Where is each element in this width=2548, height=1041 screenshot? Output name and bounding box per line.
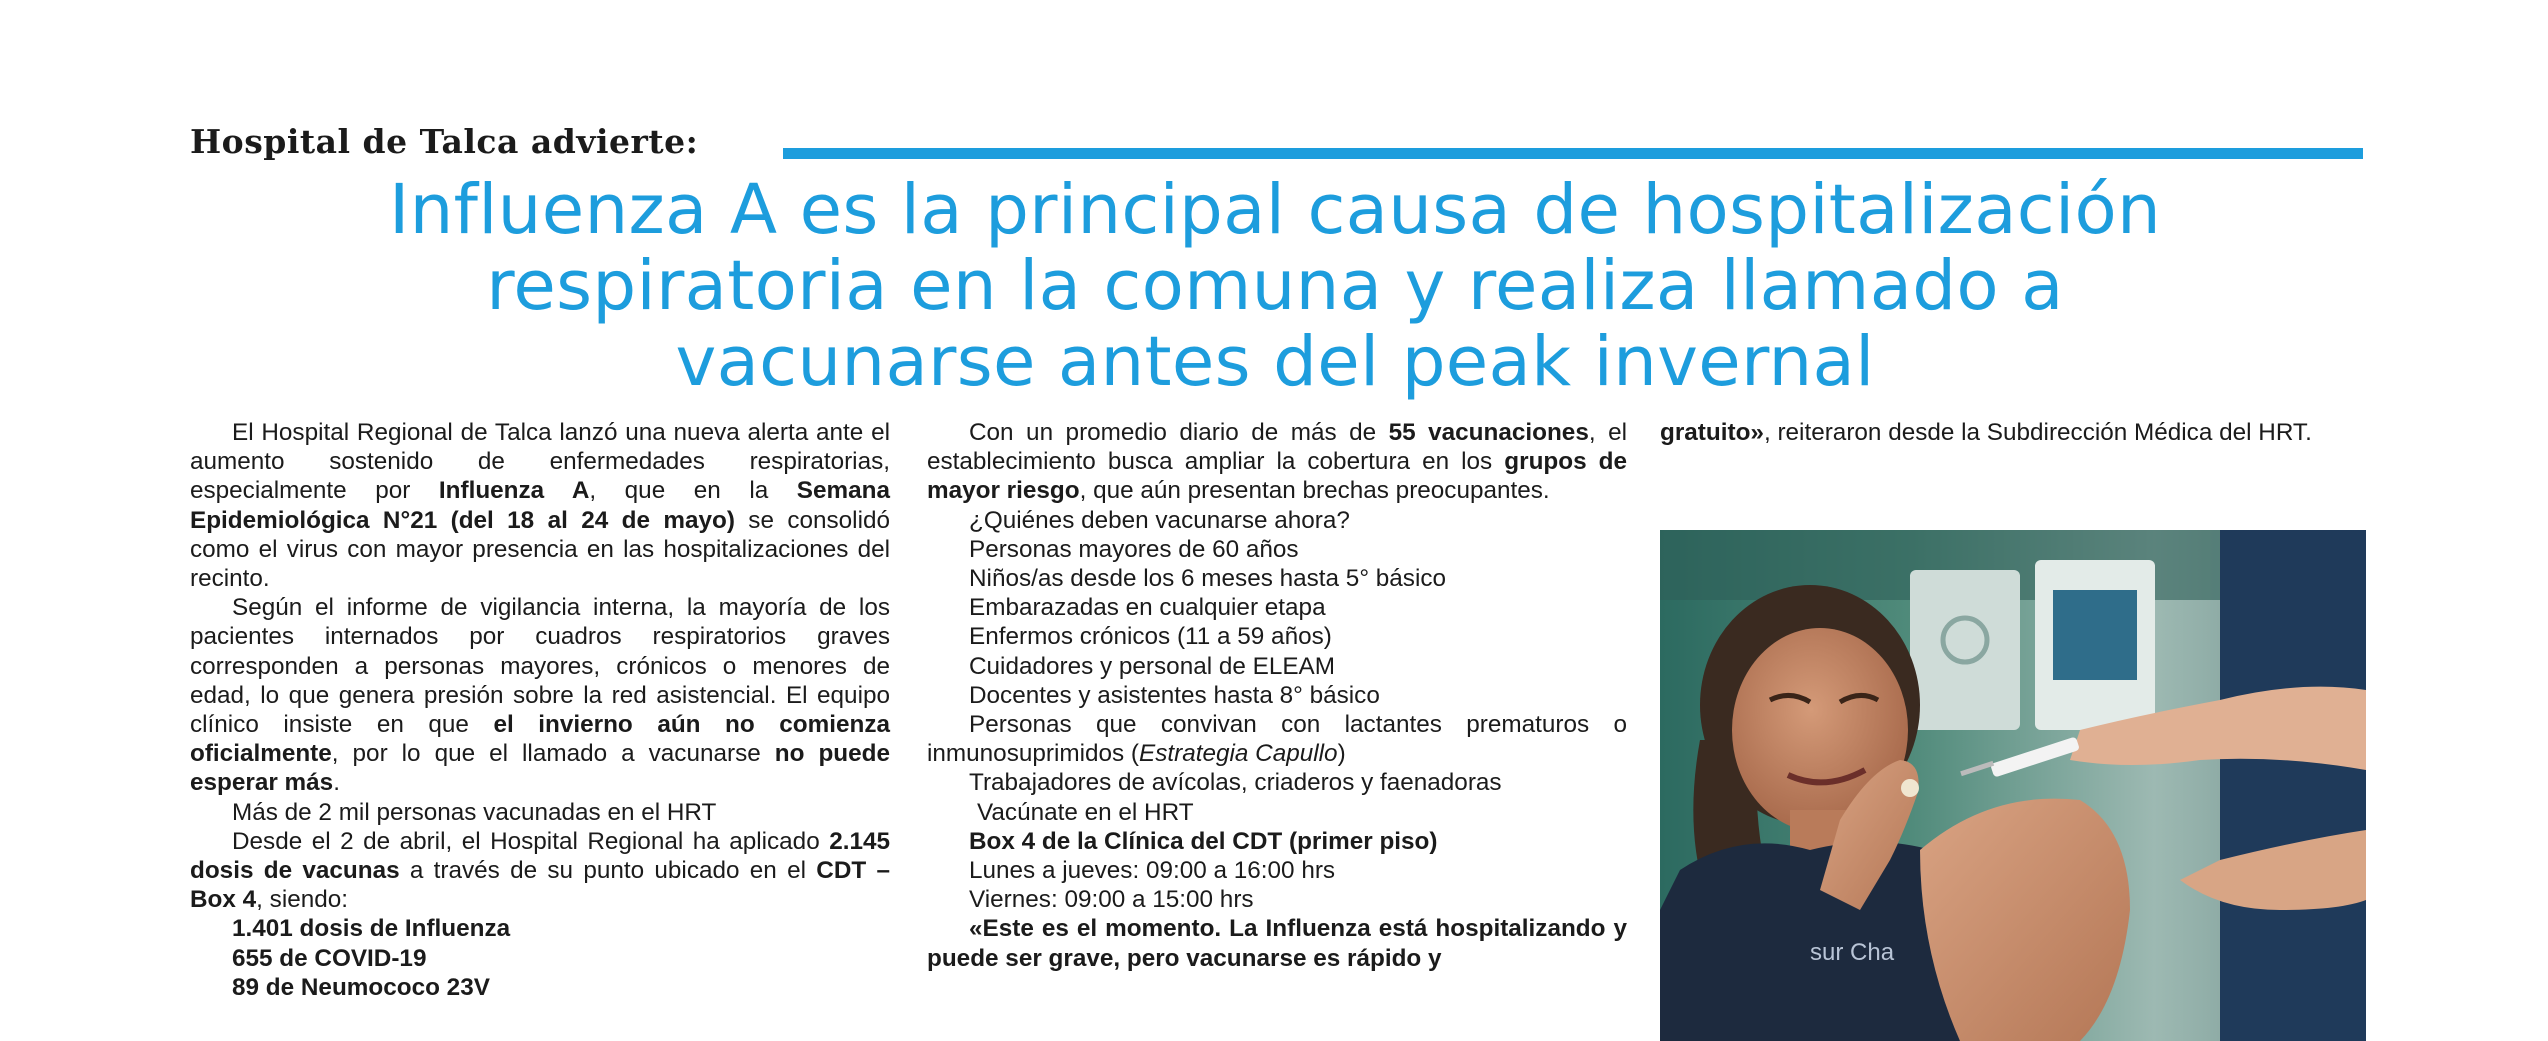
column-1 (190, 418, 890, 1002)
dose-item: 89 de Neumococo 23V (232, 973, 490, 1001)
headline (140, 172, 2410, 400)
hours-weekdays: Lunes a jueves: 09:00 a 16:00 hrs (969, 857, 1336, 885)
subheading: Más de 2 mil personas vacunadas en el HRT (232, 798, 717, 826)
vaccination-photo (1660, 530, 2366, 1041)
column-3 (1660, 418, 2360, 447)
dose-item: 655 de COVID-19 (232, 944, 427, 972)
group-item: Docentes y asistentes hasta 8° básico (969, 681, 1380, 709)
group-item: Trabajadores de avícolas, criaderos y faenadoras (969, 769, 1502, 797)
paragraph: Desde el 2 de abril, el Hospital Regional ha aplicado 2.145 dosis de vacunas a través de su punto ubicado en el CDT – Box 4, siendo: (190, 827, 891, 914)
hours-friday: Viernes: 09:00 a 15:00 hrs (969, 886, 1254, 914)
group-item: Cuidadores y personal de ELEAM (969, 652, 1336, 680)
group-item: Enfermos crónicos (11 a 59 años) (969, 623, 1332, 651)
group-item: Niños/as desde los 6 meses hasta 5° básico (969, 565, 1447, 593)
box-location: Box 4 de la Clínica del CDT (primer piso) (969, 827, 1438, 855)
group-item: Personas mayores de 60 años (969, 535, 1299, 563)
group-item: Embarazadas en cualquier etapa (969, 594, 1326, 622)
column-2 (927, 418, 1627, 973)
shirt-text: sur Cha (1810, 939, 1895, 966)
group-item: Personas que convivan con lactantes prematuros o inmunosuprimidos (Estrategia Capullo) (927, 711, 1627, 768)
dose-item: 1.401 dosis de Influenza (232, 915, 511, 943)
headline-line: vacunarse antes del peak invernal (675, 322, 1875, 402)
quote: «Este es el momento. La Influenza está hospitalizando y puede ser grave, pero vacunarse es rápido y (927, 915, 1627, 972)
paragraph: El Hospital Regional de Talca lanzó una nueva alerta ante el aumento sostenido de enfermedades respiratorias, especialmente por Influenza A, que en la Semana Epidemiológica N°21 (del 18 al 24 de mayo) se consolidó como el virus con mayor presencia en las hospitalizaciones del recinto. (190, 419, 890, 593)
paragraph: Con un promedio diario de más de 55 vacunaciones, el establecimiento busca ampliar la cobertura en los grupos de mayor riesgo, que aún presentan brechas preocupantes. (927, 419, 1627, 505)
paragraph: Según el informe de vigilancia interna, la mayoría de los pacientes internados por cuadros respiratorios graves corresponden a personas mayores, crónicos o menores de edad, lo que genera presión sobre la red asistencial. El equipo clínico insiste en que el invierno aún no comienza oficialmente, por lo que el llamado a vacunarse no puede esperar más. (190, 594, 891, 797)
arm (1920, 799, 2130, 1041)
header-rule (783, 148, 2363, 159)
bin-shape (1910, 570, 2020, 730)
where-title: Vacúnate en el HRT (977, 798, 1194, 826)
headline-line: Influenza A es la principal causa de hospitalización (388, 170, 2162, 250)
headline-line: respiratoria en la comuna y realiza llamado a (486, 246, 2064, 326)
paragraph: gratuito», reiteraron desde la Subdirección Médica del HRT. (1660, 419, 2312, 446)
kicker: Hospital de Talca advierte: (190, 122, 699, 161)
question: ¿Quiénes deben vacunarse ahora? (969, 506, 1350, 534)
